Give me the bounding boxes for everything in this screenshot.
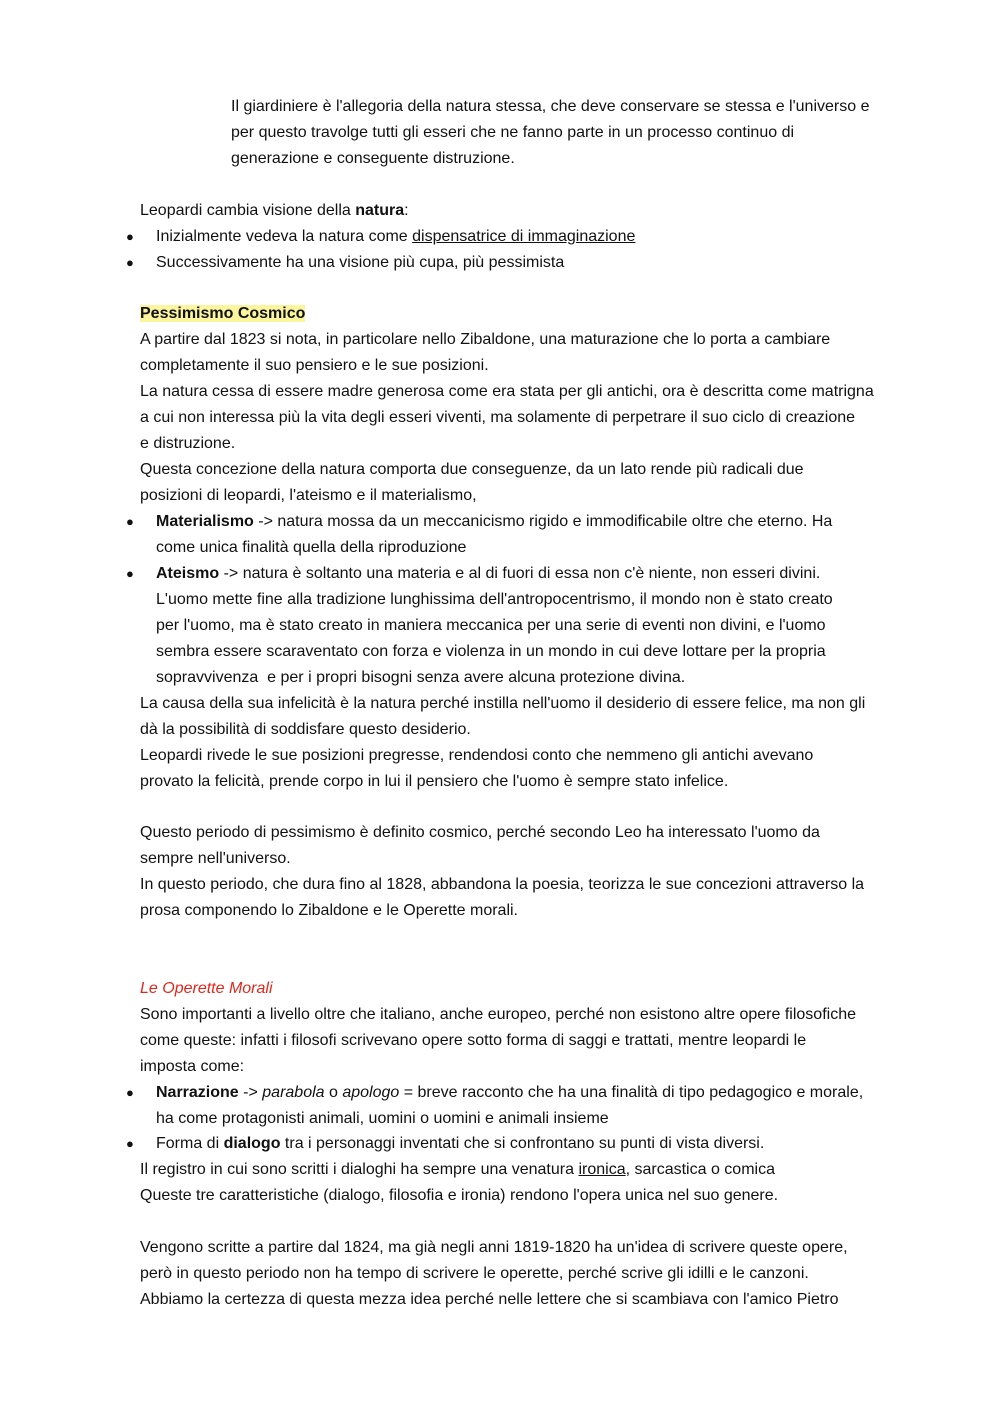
list-item-continuation: sembra essere scaraventato con forza e violenza in un mondo in cui deve lottare per la propria — [156, 643, 826, 660]
list-item: Ateismo -> natura è soltanto una materia e al di fuori di essa non c'è niente, non esseri divini. — [156, 565, 821, 582]
paragraph-line: e distruzione. — [140, 435, 236, 452]
list-item: Successivamente ha una visione più cupa, più pessimista — [156, 254, 565, 271]
paragraph-line: come queste: infatti i filosofi scrivevano opere sotto forma di saggi e trattati, mentre leopardi le — [140, 1032, 807, 1049]
bullet-icon: ● — [126, 255, 134, 270]
list-item: Forma di dialogo tra i personaggi inventati che si confrontano su punti di vista diversi. — [156, 1135, 765, 1152]
paragraph-line: Il registro in cui sono scritti i dialoghi ha sempre una venatura ironica, sarcastica o comica — [140, 1161, 775, 1178]
paragraph-line: Queste tre caratteristiche (dialogo, filosofia e ironia) rendono l'opera unica nel suo genere. — [140, 1187, 779, 1204]
paragraph-line: Sono importanti a livello oltre che italiano, anche europeo, perché non esistono altre opere filosofiche — [140, 1006, 856, 1023]
paragraph-line: provato la felicità, prende corpo in lui il pensiero che l'uomo è sempre stato infelice. — [140, 773, 729, 790]
paragraph-line: Vengono scritte a partire dal 1824, ma già negli anni 1819-1820 ha un'idea di scrivere queste opere, — [140, 1239, 848, 1256]
list-item-continuation: ha come protagonisti animali, uomini o uomini e animali insieme — [156, 1110, 609, 1127]
paragraph-line: posizioni di leopardi, l'ateismo e il materialismo, — [140, 487, 477, 504]
list-item-continuation: per l'uomo, ma è stato creato in maniera meccanica per una serie di eventi non divini, e l'uomo — [156, 617, 826, 634]
section-heading: Pessimismo Cosmico — [140, 305, 306, 322]
paragraph-line: imposta come: — [140, 1058, 245, 1075]
paragraph-line: a cui non interessa più la vita degli esseri viventi, ma solamente di perpetrare il suo ciclo di creazione — [140, 409, 856, 426]
paragraph-line: La causa della sua infelicità è la natura perché instilla nell'uomo il desiderio di essere felice, ma non gli — [140, 695, 866, 712]
paragraph-line: A partire dal 1823 si nota, in particolare nello Zibaldone, una maturazione che lo porta a cambiare — [140, 331, 831, 348]
intro-line: per questo travolge tutti gli esseri che ne fanno parte in un processo continuo di — [231, 124, 795, 141]
paragraph-line: Leopardi cambia visione della natura: — [140, 202, 409, 219]
list-item-continuation: L'uomo mette fine alla tradizione lunghissima dell'antropocentrismo, il mondo non è stato creato — [156, 591, 833, 608]
paragraph-line: Questa concezione della natura comporta due conseguenze, da un lato rende più radicali due — [140, 461, 804, 478]
paragraph-line: dà la possibilità di soddisfare questo desiderio. — [140, 721, 471, 738]
list-item: Inizialmente vedeva la natura come dispensatrice di immaginazione — [156, 228, 636, 245]
bullet-icon: ● — [126, 229, 134, 244]
bullet-icon: ● — [126, 1136, 134, 1151]
paragraph-line: La natura cessa di essere madre generosa come era stata per gli antichi, ora è descritta come matrigna — [140, 383, 874, 400]
bullet-icon: ● — [126, 566, 134, 581]
intro-line: generazione e conseguente distruzione. — [231, 150, 515, 167]
paragraph-line: In questo periodo, che dura fino al 1828, abbandona la poesia, teorizza le sue concezioni attraverso la — [140, 876, 865, 893]
paragraph-line: completamente il suo pensiero e le sue posizioni. — [140, 357, 489, 374]
paragraph-line: Questo periodo di pessimismo è definito cosmico, perché secondo Leo ha interessato l'uomo da — [140, 824, 820, 841]
paragraph-line: Abbiamo la certezza di questa mezza idea perché nelle lettere che si scambiava con l'amico Pietro — [140, 1291, 839, 1308]
bullet-icon: ● — [126, 1085, 134, 1100]
list-item-continuation: come unica finalità quella della riproduzione — [156, 539, 467, 556]
intro-line: Il giardiniere è l'allegoria della natura stessa, che deve conservare se stessa e l'universo e — [231, 98, 870, 115]
list-item: Narrazione -> parabola o apologo = breve racconto che ha una finalità di tipo pedagogico e morale, — [156, 1084, 864, 1101]
paragraph-line: Leopardi rivede le sue posizioni pregresse, rendendosi conto che nemmeno gli antichi avevano — [140, 747, 814, 764]
section-heading: Le Operette Morali — [140, 980, 273, 997]
list-item-continuation: sopravvivenza e per i propri bisogni senza avere alcuna protezione divina. — [156, 669, 686, 686]
list-item: Materialismo -> natura mossa da un meccanicismo rigido e immodificabile oltre che eterno. Ha — [156, 513, 833, 530]
bullet-icon: ● — [126, 514, 134, 529]
paragraph-line: prosa componendo lo Zibaldone e le Operette morali. — [140, 902, 518, 919]
paragraph-line: però in questo periodo non ha tempo di scrivere le operette, perché scrive gli idilli e le canzoni. — [140, 1265, 809, 1282]
paragraph-line: sempre nell'universo. — [140, 850, 291, 867]
